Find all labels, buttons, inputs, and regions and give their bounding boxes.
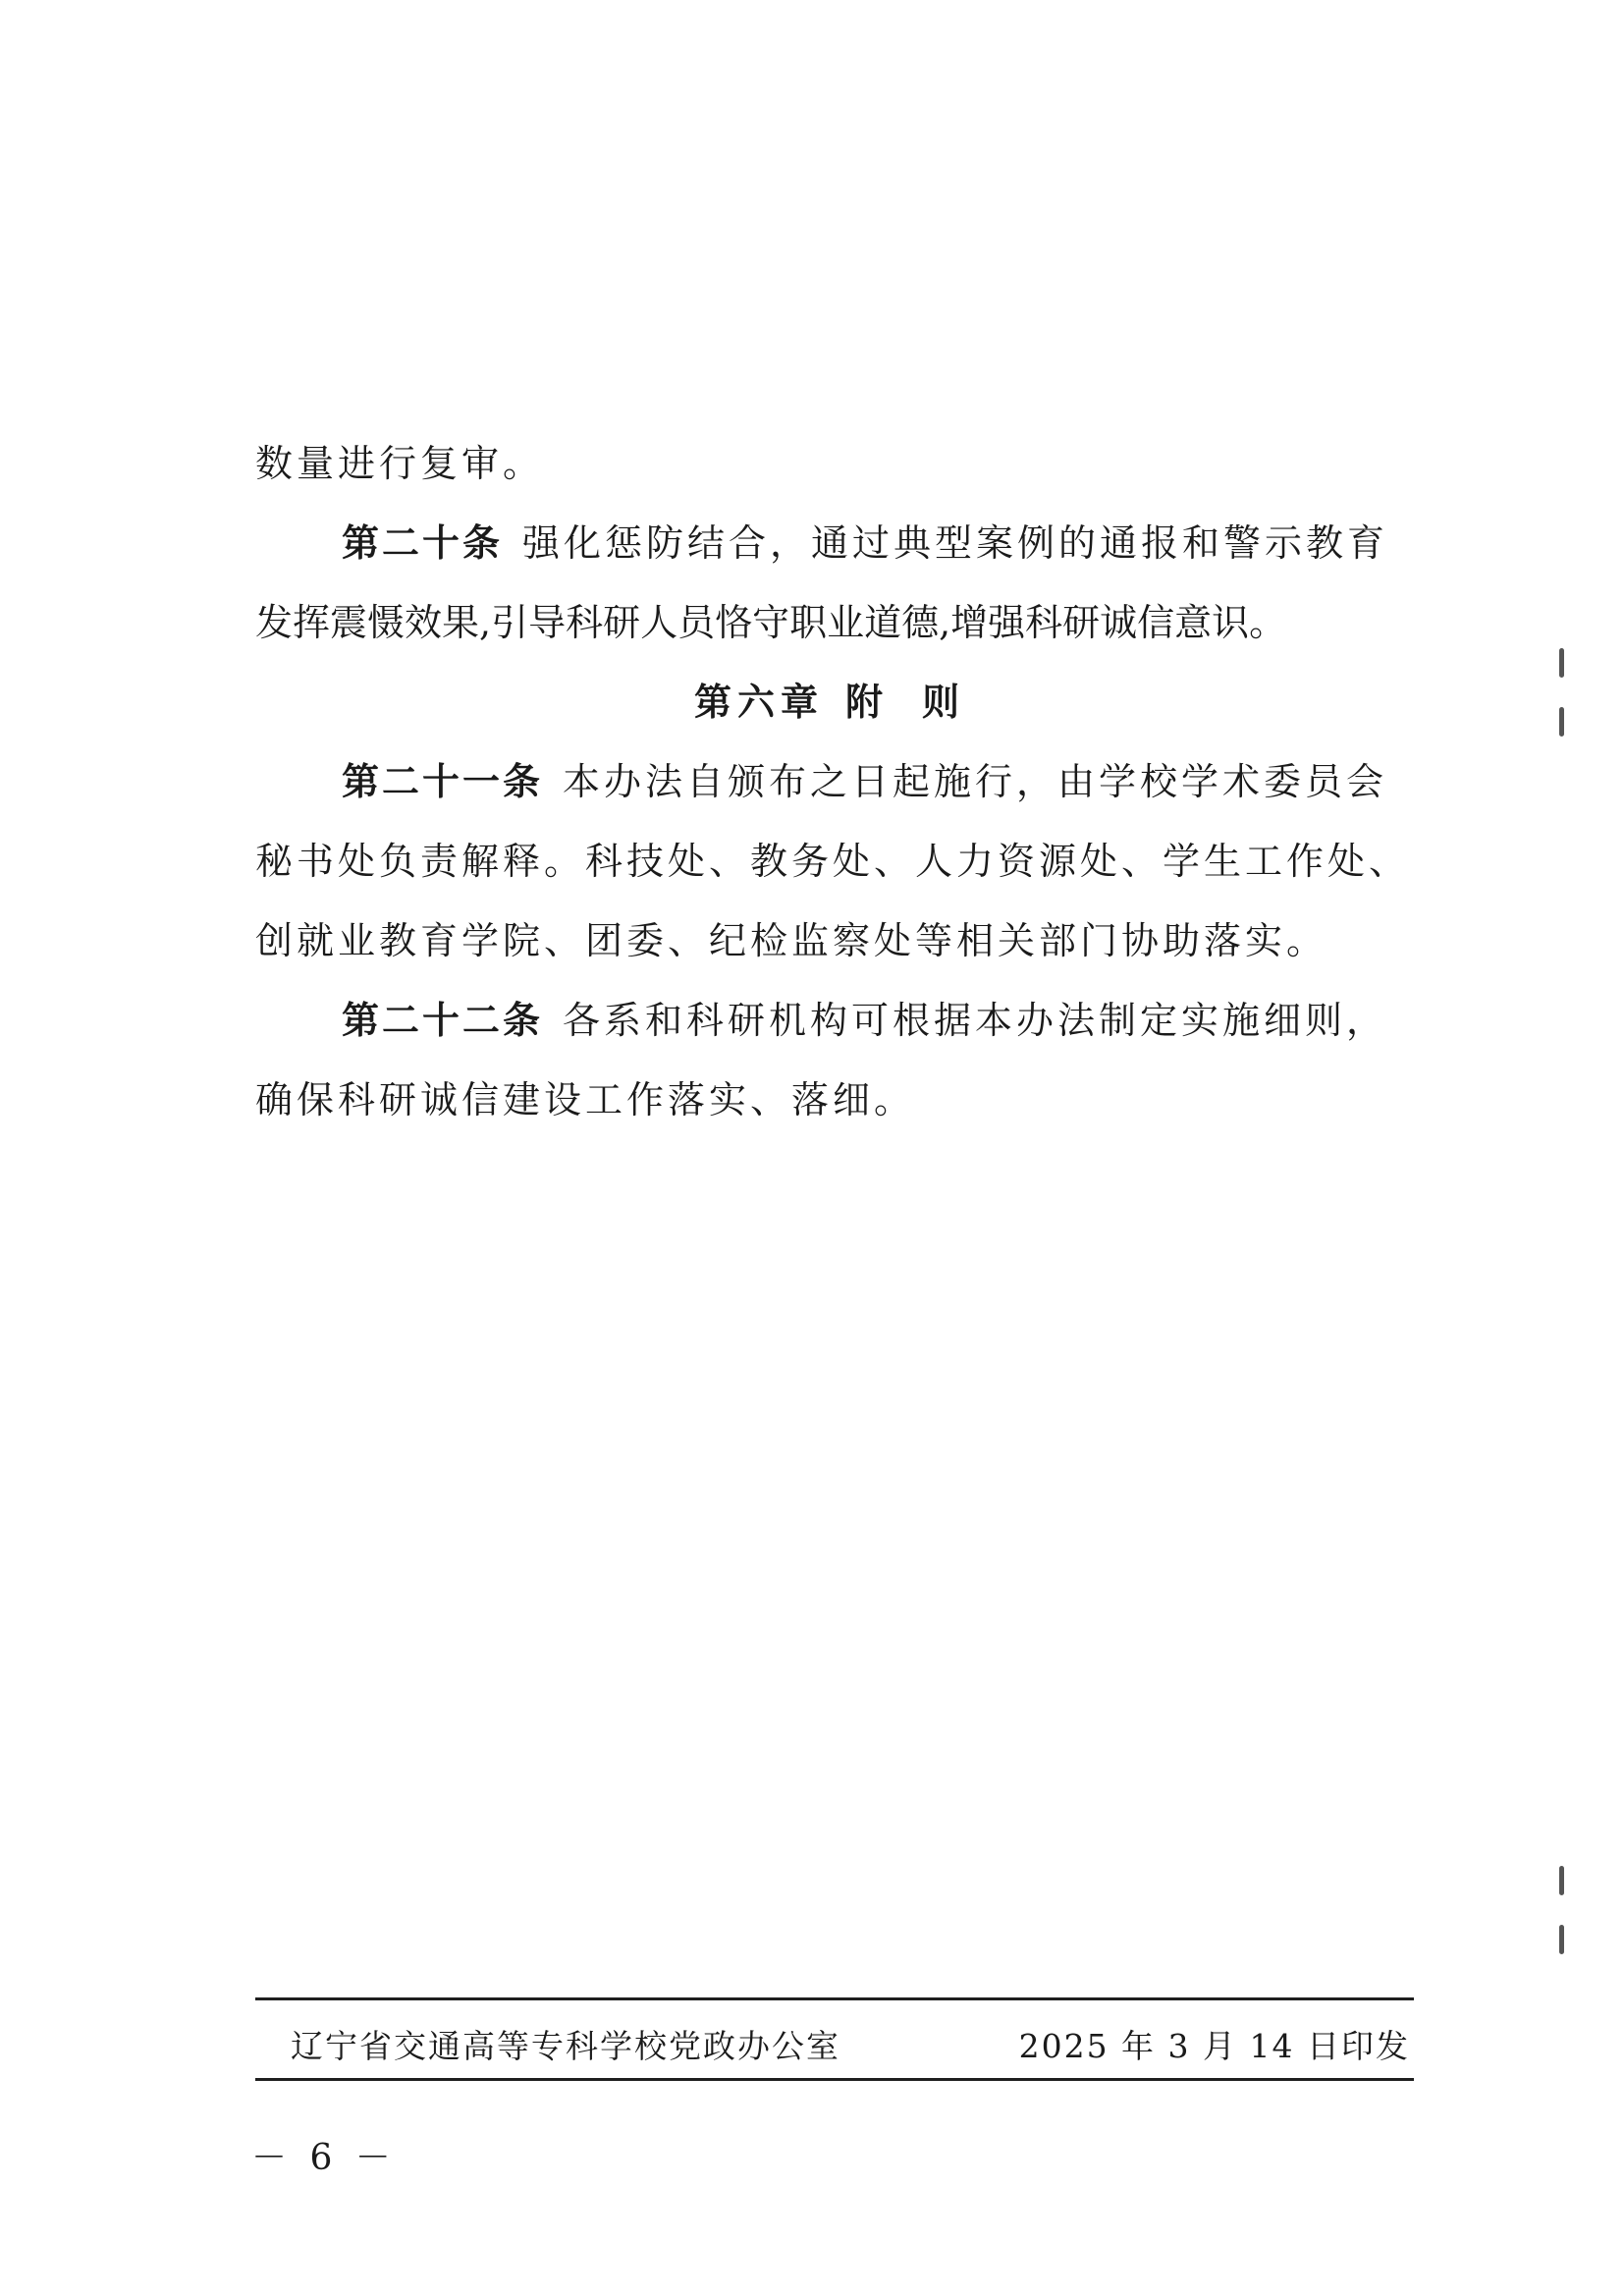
article-20-line-1	[255, 504, 1414, 583]
article-label: 第二十二条	[342, 999, 544, 1042]
line-text: 各系和科研机构可根据本办法制定实施细则，	[563, 999, 1388, 1042]
line-text: 强化惩防结合，通过典型案例的通报和警示教育	[522, 521, 1389, 565]
binding-mark	[1559, 648, 1564, 678]
line-text: 秘书处负责解释。科技处、教务处、人力资源处、学生工作处、	[255, 840, 1411, 883]
article-21-line-2	[255, 822, 1414, 902]
article-21-line-3	[255, 902, 1414, 981]
article-label: 第二十条	[342, 521, 504, 565]
chapter-title-part-1: 附	[844, 681, 889, 724]
footer-print-date: 2025 年 3 月 14 日印发	[1018, 2027, 1410, 2065]
article-21-line-1	[255, 742, 1414, 822]
line-text: 确保科研诚信建设工作落实、落细。	[255, 1078, 916, 1121]
line-text: 创就业教育学院、团委、纪检监察处等相关部门协助落实。	[255, 919, 1328, 962]
article-label: 第二十一条	[342, 760, 544, 803]
line-text: 数量进行复审。	[255, 442, 545, 485]
article-22-line-2	[255, 1061, 1414, 1140]
chapter-number: 第六章	[693, 681, 824, 724]
binding-mark	[1559, 1925, 1564, 1954]
binding-mark	[1559, 707, 1564, 737]
binding-mark	[1559, 1866, 1564, 1895]
text-line	[255, 424, 1414, 504]
footer-top-rule	[255, 1997, 1414, 2000]
footer-bottom-rule	[255, 2078, 1414, 2081]
line-text: 本办法自颁布之日起施行，由学校学术委员会	[563, 760, 1388, 803]
document-body	[255, 424, 1414, 1140]
article-22-line-1	[255, 981, 1414, 1061]
article-20-line-2	[255, 583, 1414, 663]
line-text: 发挥震慑效果,引导科研人员恪守职业道德,增强科研诚信意识。	[255, 601, 1287, 644]
page-number: － 6 －	[251, 2138, 397, 2178]
footer-issuer: 辽宁省交通高等专科学校党政办公室	[291, 2027, 840, 2065]
chapter-heading	[255, 663, 1414, 742]
chapter-title-part-2: 则	[922, 681, 966, 724]
